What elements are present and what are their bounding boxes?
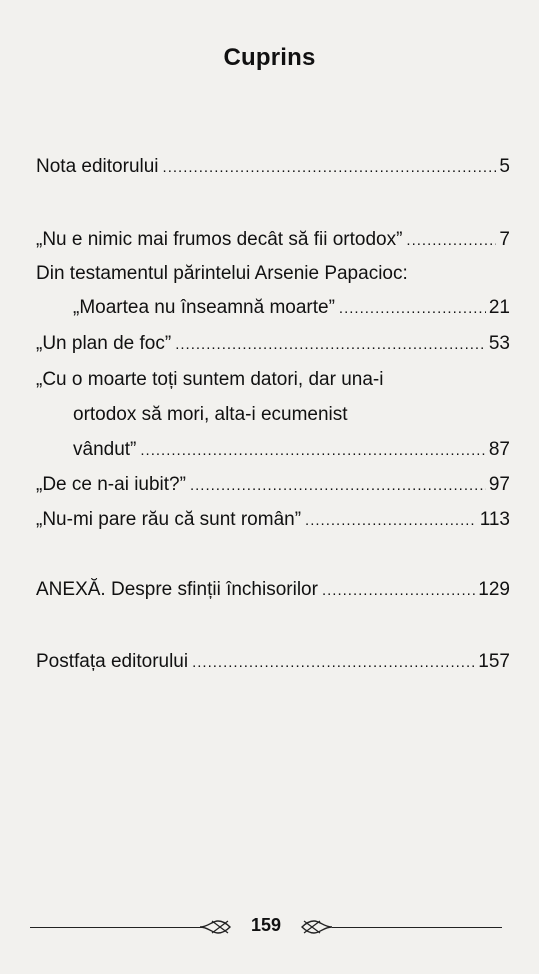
- toc-entry-nu-e-nimic[interactable]: [36, 228, 510, 253]
- toc-entry-page: 21: [488, 297, 510, 318]
- dot-leader: [175, 333, 486, 357]
- toc-entry-cu-o-moarte-line2: ortodox să mori, alta-i ecumenist: [73, 404, 348, 425]
- dot-leader: [322, 579, 475, 603]
- toc-entry-label: vândut”: [73, 439, 137, 460]
- toc-entry-plan[interactable]: [36, 332, 510, 357]
- toc-entry-de-ce[interactable]: [36, 473, 510, 498]
- toc-entry-label: „Un plan de foc”: [36, 333, 172, 354]
- page-title: Cuprins: [223, 44, 316, 71]
- toc-entry-nu-mi-pare[interactable]: [36, 508, 510, 533]
- toc-entry-label: Nota editorului: [36, 156, 159, 177]
- toc-entry-page: 7: [499, 229, 510, 250]
- page-number: 159: [250, 915, 282, 935]
- toc-entry-testament-heading: Din testamentul părintelui Arsenie Papacioc:: [36, 263, 408, 284]
- toc-entry-page: 87: [488, 439, 510, 460]
- toc-entry-page: 97: [488, 474, 510, 495]
- toc-entry-label: „De ce n-ai iubit?”: [36, 474, 186, 495]
- toc-entry-page: 53: [488, 333, 510, 354]
- toc-entry-anexa[interactable]: [36, 578, 510, 603]
- ornament-right-icon: [298, 917, 334, 937]
- toc-entry-label: ANEXĂ. Despre sfinții închisorilor: [36, 579, 318, 600]
- footer-rule-right: [332, 927, 502, 928]
- toc-entry-page: 113: [479, 509, 510, 530]
- toc-entry-cu-o-moarte-line1: „Cu o moarte toți suntem datori, dar una-i: [36, 369, 384, 390]
- dot-leader: [339, 297, 486, 321]
- toc-entry-label: „Moartea nu înseamnă moarte”: [73, 297, 335, 318]
- dot-leader: [190, 474, 486, 498]
- page-footer: [0, 906, 539, 946]
- ornament-left-icon: [198, 917, 232, 937]
- toc-entry-label: „Nu-mi pare rău că sunt român”: [36, 509, 302, 530]
- footer-rule-left: [30, 927, 202, 928]
- toc-entry-label: Postfața editorului: [36, 651, 189, 672]
- toc-entry-postfata[interactable]: [36, 650, 510, 675]
- toc-entry-page: 5: [499, 156, 510, 177]
- toc-entry-cu-o-moarte[interactable]: [73, 438, 510, 463]
- toc-entry-page: 157: [478, 651, 510, 672]
- toc-entry-moartea[interactable]: [73, 296, 510, 321]
- toc-entry-page: 129: [478, 579, 510, 600]
- dot-leader: [305, 509, 477, 533]
- toc-entry-nota[interactable]: [36, 155, 510, 180]
- dot-leader: [140, 439, 485, 463]
- dot-leader: [163, 156, 497, 180]
- dot-leader: [406, 229, 496, 253]
- dot-leader: [192, 651, 475, 675]
- toc-entry-label: „Nu e nimic mai frumos decât să fii ortodox”: [36, 229, 403, 250]
